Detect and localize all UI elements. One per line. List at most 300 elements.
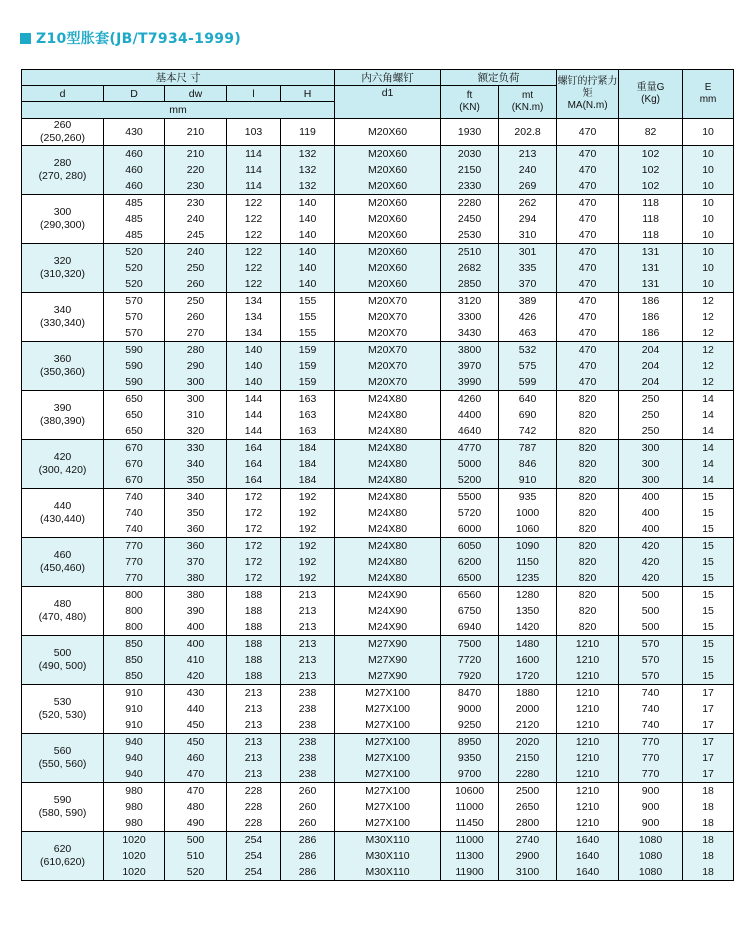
cell-e: 15 bbox=[683, 652, 734, 668]
cell-e: 15 bbox=[683, 587, 734, 604]
cell-l: 140 bbox=[227, 342, 281, 359]
cell-D: 940 bbox=[104, 734, 165, 751]
cell-d-range: (270, 280) bbox=[38, 170, 87, 182]
cell-d1: M20X60 bbox=[335, 260, 441, 276]
cell-H: 213 bbox=[281, 587, 335, 604]
table-row bbox=[22, 750, 734, 766]
cell-l: 103 bbox=[227, 119, 281, 146]
cell-dw: 400 bbox=[165, 636, 227, 653]
cell-weight: 420 bbox=[619, 554, 683, 570]
cell-e: 12 bbox=[683, 342, 734, 359]
cell-torque: 820 bbox=[557, 603, 619, 619]
table-row bbox=[22, 538, 734, 555]
cell-H: 213 bbox=[281, 619, 335, 636]
cell-mt: 1720 bbox=[499, 668, 557, 685]
cell-weight: 1080 bbox=[619, 864, 683, 881]
cell-d1: M20X60 bbox=[335, 146, 441, 163]
cell-e: 15 bbox=[683, 489, 734, 506]
cell-ft: 9000 bbox=[441, 701, 499, 717]
cell-ft: 3300 bbox=[441, 309, 499, 325]
table-row bbox=[22, 293, 734, 310]
table-row bbox=[22, 489, 734, 506]
cell-d1: M20X70 bbox=[335, 293, 441, 310]
table-row bbox=[22, 619, 734, 636]
cell-ft: 2030 bbox=[441, 146, 499, 163]
cell-weight: 900 bbox=[619, 783, 683, 800]
cell-H: 213 bbox=[281, 636, 335, 653]
cell-d bbox=[22, 783, 104, 832]
cell-e: 12 bbox=[683, 293, 734, 310]
cell-d-range: (580, 590) bbox=[38, 807, 87, 819]
cell-e: 18 bbox=[683, 848, 734, 864]
cell-l: 122 bbox=[227, 260, 281, 276]
cell-torque: 820 bbox=[557, 440, 619, 457]
cell-dw: 450 bbox=[165, 734, 227, 751]
cell-torque: 820 bbox=[557, 391, 619, 408]
cell-mt: 1350 bbox=[499, 603, 557, 619]
cell-dw: 470 bbox=[165, 766, 227, 783]
cell-l: 172 bbox=[227, 538, 281, 555]
table-body bbox=[22, 119, 734, 881]
cell-e: 15 bbox=[683, 521, 734, 538]
cell-l: 144 bbox=[227, 423, 281, 440]
cell-torque: 820 bbox=[557, 619, 619, 636]
header-ft-unit: (KN) bbox=[459, 102, 480, 113]
cell-H: 192 bbox=[281, 489, 335, 506]
header-col-l: l bbox=[227, 86, 281, 102]
cell-e: 12 bbox=[683, 374, 734, 391]
cell-mt: 1600 bbox=[499, 652, 557, 668]
cell-e: 18 bbox=[683, 783, 734, 800]
cell-l: 228 bbox=[227, 815, 281, 832]
cell-e: 15 bbox=[683, 619, 734, 636]
cell-l: 122 bbox=[227, 227, 281, 244]
cell-weight: 570 bbox=[619, 652, 683, 668]
cell-d1: M27X100 bbox=[335, 750, 441, 766]
cell-D: 460 bbox=[104, 146, 165, 163]
table-row bbox=[22, 505, 734, 521]
cell-dw: 370 bbox=[165, 554, 227, 570]
cell-dw: 400 bbox=[165, 619, 227, 636]
table-row bbox=[22, 587, 734, 604]
cell-dw: 250 bbox=[165, 260, 227, 276]
table-row bbox=[22, 603, 734, 619]
table-header bbox=[22, 70, 734, 119]
cell-H: 159 bbox=[281, 374, 335, 391]
header-weight bbox=[619, 70, 683, 119]
cell-D: 1020 bbox=[104, 848, 165, 864]
cell-D: 520 bbox=[104, 260, 165, 276]
cell-weight: 118 bbox=[619, 195, 683, 212]
cell-ft: 11000 bbox=[441, 799, 499, 815]
cell-e: 18 bbox=[683, 815, 734, 832]
cell-H: 192 bbox=[281, 538, 335, 555]
cell-H: 155 bbox=[281, 325, 335, 342]
cell-D: 910 bbox=[104, 717, 165, 734]
cell-d bbox=[22, 489, 104, 538]
table-row bbox=[22, 570, 734, 587]
cell-ft: 6050 bbox=[441, 538, 499, 555]
cell-d1: M20X70 bbox=[335, 374, 441, 391]
cell-mt: 2280 bbox=[499, 766, 557, 783]
cell-mt: 294 bbox=[499, 211, 557, 227]
cell-ft: 3970 bbox=[441, 358, 499, 374]
cell-dw: 450 bbox=[165, 717, 227, 734]
cell-ft: 8470 bbox=[441, 685, 499, 702]
cell-d-range: (310,320) bbox=[40, 268, 85, 280]
cell-l: 213 bbox=[227, 766, 281, 783]
cell-e: 15 bbox=[683, 668, 734, 685]
cell-mt: 269 bbox=[499, 178, 557, 195]
cell-D: 740 bbox=[104, 521, 165, 538]
cell-dw: 480 bbox=[165, 799, 227, 815]
cell-weight: 102 bbox=[619, 162, 683, 178]
cell-D: 590 bbox=[104, 374, 165, 391]
cell-torque: 820 bbox=[557, 407, 619, 423]
cell-l: 254 bbox=[227, 848, 281, 864]
cell-dw: 250 bbox=[165, 293, 227, 310]
cell-weight: 300 bbox=[619, 456, 683, 472]
cell-H: 238 bbox=[281, 717, 335, 734]
cell-dw: 470 bbox=[165, 783, 227, 800]
cell-d1: M24X80 bbox=[335, 423, 441, 440]
cell-d-range: (290,300) bbox=[40, 219, 85, 231]
cell-mt: 262 bbox=[499, 195, 557, 212]
cell-d-range: (380,390) bbox=[40, 415, 85, 427]
cell-d1: M24X80 bbox=[335, 505, 441, 521]
cell-mt: 3100 bbox=[499, 864, 557, 881]
cell-d-range: (450,460) bbox=[40, 562, 85, 574]
table-row bbox=[22, 864, 734, 881]
cell-ft: 5500 bbox=[441, 489, 499, 506]
header-e-unit: mm bbox=[699, 94, 717, 105]
cell-mt: 301 bbox=[499, 244, 557, 261]
cell-H: 140 bbox=[281, 276, 335, 293]
cell-d1: M24X80 bbox=[335, 472, 441, 489]
cell-l: 122 bbox=[227, 211, 281, 227]
cell-d1: M30X110 bbox=[335, 832, 441, 849]
header-ft-label: ft bbox=[466, 90, 473, 101]
cell-H: 286 bbox=[281, 848, 335, 864]
cell-D: 570 bbox=[104, 325, 165, 342]
cell-mt: 426 bbox=[499, 309, 557, 325]
cell-d1: M24X80 bbox=[335, 407, 441, 423]
table-row bbox=[22, 815, 734, 832]
cell-e: 14 bbox=[683, 472, 734, 489]
cell-l: 213 bbox=[227, 717, 281, 734]
title-text: Z10型胀套(JB/T7934-1999) bbox=[36, 31, 242, 47]
cell-d1: M20X60 bbox=[335, 227, 441, 244]
cell-torque: 1210 bbox=[557, 652, 619, 668]
cell-torque: 470 bbox=[557, 342, 619, 359]
cell-d-range: (300, 420) bbox=[38, 464, 87, 476]
cell-weight: 900 bbox=[619, 815, 683, 832]
cell-dw: 520 bbox=[165, 864, 227, 881]
cell-e: 18 bbox=[683, 799, 734, 815]
cell-torque: 820 bbox=[557, 521, 619, 538]
cell-D: 570 bbox=[104, 309, 165, 325]
cell-weight: 500 bbox=[619, 603, 683, 619]
cell-H: 213 bbox=[281, 603, 335, 619]
cell-weight: 300 bbox=[619, 472, 683, 489]
cell-e: 14 bbox=[683, 456, 734, 472]
cell-mt: 1420 bbox=[499, 619, 557, 636]
cell-weight: 118 bbox=[619, 227, 683, 244]
cell-H: 238 bbox=[281, 750, 335, 766]
cell-l: 172 bbox=[227, 489, 281, 506]
cell-l: 144 bbox=[227, 407, 281, 423]
cell-e: 17 bbox=[683, 701, 734, 717]
cell-d-range: (520, 530) bbox=[38, 709, 87, 721]
cell-mt: 910 bbox=[499, 472, 557, 489]
cell-e: 17 bbox=[683, 685, 734, 702]
table-row bbox=[22, 701, 734, 717]
cell-D: 570 bbox=[104, 293, 165, 310]
cell-mt: 640 bbox=[499, 391, 557, 408]
cell-e: 10 bbox=[683, 195, 734, 212]
cell-mt: 1060 bbox=[499, 521, 557, 538]
cell-mt: 742 bbox=[499, 423, 557, 440]
cell-d-range: (550, 560) bbox=[38, 758, 87, 770]
header-socket-screw: 内六角螺钉 bbox=[335, 70, 441, 86]
cell-torque: 470 bbox=[557, 178, 619, 195]
header-torque-unit: MA(N.m) bbox=[567, 100, 608, 111]
cell-ft: 3990 bbox=[441, 374, 499, 391]
cell-d-value: 500 bbox=[53, 647, 72, 659]
table-row bbox=[22, 342, 734, 359]
cell-weight: 102 bbox=[619, 178, 683, 195]
cell-H: 155 bbox=[281, 293, 335, 310]
cell-mt: 1090 bbox=[499, 538, 557, 555]
cell-ft: 5720 bbox=[441, 505, 499, 521]
cell-mt: 690 bbox=[499, 407, 557, 423]
cell-mt: 599 bbox=[499, 374, 557, 391]
cell-dw: 230 bbox=[165, 178, 227, 195]
header-mt-unit: (KN.m) bbox=[511, 102, 544, 113]
cell-e: 17 bbox=[683, 750, 734, 766]
cell-torque: 820 bbox=[557, 587, 619, 604]
cell-mt: 1880 bbox=[499, 685, 557, 702]
cell-d1: M24X80 bbox=[335, 440, 441, 457]
cell-d1: M24X90 bbox=[335, 619, 441, 636]
cell-dw: 310 bbox=[165, 407, 227, 423]
table-row bbox=[22, 554, 734, 570]
cell-e: 15 bbox=[683, 554, 734, 570]
cell-mt: 370 bbox=[499, 276, 557, 293]
cell-dw: 440 bbox=[165, 701, 227, 717]
cell-d-range: (250,260) bbox=[40, 132, 85, 144]
cell-torque: 470 bbox=[557, 325, 619, 342]
cell-weight: 1080 bbox=[619, 848, 683, 864]
cell-d bbox=[22, 636, 104, 685]
cell-ft: 2850 bbox=[441, 276, 499, 293]
cell-D: 850 bbox=[104, 636, 165, 653]
cell-d-range: (430,440) bbox=[40, 513, 85, 525]
cell-H: 238 bbox=[281, 766, 335, 783]
cell-l: 188 bbox=[227, 603, 281, 619]
cell-d bbox=[22, 734, 104, 783]
title-bullet-square bbox=[20, 33, 31, 44]
cell-d1: M24X80 bbox=[335, 456, 441, 472]
cell-weight: 770 bbox=[619, 766, 683, 783]
cell-ft: 9350 bbox=[441, 750, 499, 766]
cell-torque: 1210 bbox=[557, 750, 619, 766]
cell-torque: 820 bbox=[557, 423, 619, 440]
cell-ft: 6560 bbox=[441, 587, 499, 604]
cell-d1: M24X80 bbox=[335, 391, 441, 408]
cell-dw: 350 bbox=[165, 472, 227, 489]
cell-D: 740 bbox=[104, 505, 165, 521]
cell-ft: 10600 bbox=[441, 783, 499, 800]
table-row bbox=[22, 456, 734, 472]
cell-torque: 470 bbox=[557, 146, 619, 163]
cell-d1: M20X70 bbox=[335, 325, 441, 342]
cell-weight: 770 bbox=[619, 734, 683, 751]
cell-H: 184 bbox=[281, 472, 335, 489]
table-row bbox=[22, 391, 734, 408]
cell-e: 10 bbox=[683, 260, 734, 276]
cell-dw: 430 bbox=[165, 685, 227, 702]
cell-H: 192 bbox=[281, 521, 335, 538]
cell-e: 12 bbox=[683, 309, 734, 325]
document-title bbox=[20, 28, 241, 48]
cell-dw: 410 bbox=[165, 652, 227, 668]
cell-ft: 11900 bbox=[441, 864, 499, 881]
cell-e: 18 bbox=[683, 864, 734, 881]
cell-D: 910 bbox=[104, 685, 165, 702]
cell-torque: 1210 bbox=[557, 734, 619, 751]
cell-ft: 9700 bbox=[441, 766, 499, 783]
cell-e: 10 bbox=[683, 146, 734, 163]
cell-H: 140 bbox=[281, 227, 335, 244]
cell-torque: 1210 bbox=[557, 685, 619, 702]
cell-e: 15 bbox=[683, 538, 734, 555]
cell-e: 17 bbox=[683, 734, 734, 751]
cell-dw: 350 bbox=[165, 505, 227, 521]
cell-dw: 390 bbox=[165, 603, 227, 619]
cell-ft: 2682 bbox=[441, 260, 499, 276]
cell-l: 213 bbox=[227, 734, 281, 751]
cell-l: 144 bbox=[227, 391, 281, 408]
cell-dw: 245 bbox=[165, 227, 227, 244]
cell-dw: 230 bbox=[165, 195, 227, 212]
cell-dw: 220 bbox=[165, 162, 227, 178]
cell-d1: M27X90 bbox=[335, 652, 441, 668]
cell-d1: M27X100 bbox=[335, 766, 441, 783]
cell-d-value: 280 bbox=[53, 157, 72, 169]
cell-torque: 470 bbox=[557, 211, 619, 227]
cell-l: 164 bbox=[227, 456, 281, 472]
cell-D: 740 bbox=[104, 489, 165, 506]
cell-weight: 500 bbox=[619, 587, 683, 604]
cell-l: 134 bbox=[227, 309, 281, 325]
cell-d bbox=[22, 685, 104, 734]
cell-e: 10 bbox=[683, 244, 734, 261]
cell-ft: 8950 bbox=[441, 734, 499, 751]
cell-torque: 1210 bbox=[557, 815, 619, 832]
cell-torque: 470 bbox=[557, 244, 619, 261]
cell-d-range: (610,620) bbox=[40, 856, 85, 868]
cell-mt: 213 bbox=[499, 146, 557, 163]
cell-d-value: 460 bbox=[53, 549, 72, 561]
cell-D: 485 bbox=[104, 211, 165, 227]
cell-torque: 1210 bbox=[557, 717, 619, 734]
cell-H: 260 bbox=[281, 799, 335, 815]
cell-e: 14 bbox=[683, 440, 734, 457]
cell-d1: M24X80 bbox=[335, 570, 441, 587]
cell-dw: 300 bbox=[165, 391, 227, 408]
cell-H: 132 bbox=[281, 146, 335, 163]
cell-dw: 270 bbox=[165, 325, 227, 342]
cell-H: 159 bbox=[281, 358, 335, 374]
cell-dw: 460 bbox=[165, 750, 227, 766]
cell-l: 164 bbox=[227, 440, 281, 457]
cell-weight: 82 bbox=[619, 119, 683, 146]
cell-ft: 4640 bbox=[441, 423, 499, 440]
cell-weight: 204 bbox=[619, 358, 683, 374]
table-row bbox=[22, 783, 734, 800]
cell-D: 940 bbox=[104, 766, 165, 783]
cell-dw: 210 bbox=[165, 119, 227, 146]
cell-H: 184 bbox=[281, 440, 335, 457]
cell-torque: 1210 bbox=[557, 783, 619, 800]
cell-d1: M20X70 bbox=[335, 309, 441, 325]
cell-H: 213 bbox=[281, 668, 335, 685]
cell-ft: 2510 bbox=[441, 244, 499, 261]
cell-ft: 2330 bbox=[441, 178, 499, 195]
cell-d bbox=[22, 119, 104, 146]
cell-D: 670 bbox=[104, 440, 165, 457]
cell-D: 460 bbox=[104, 162, 165, 178]
cell-weight: 186 bbox=[619, 293, 683, 310]
header-unit-mm: mm bbox=[22, 102, 335, 119]
cell-d1: M27X100 bbox=[335, 685, 441, 702]
cell-torque: 470 bbox=[557, 195, 619, 212]
cell-mt: 240 bbox=[499, 162, 557, 178]
table-row bbox=[22, 195, 734, 212]
cell-weight: 570 bbox=[619, 636, 683, 653]
cell-H: 132 bbox=[281, 162, 335, 178]
cell-d-range: (330,340) bbox=[40, 317, 85, 329]
table-row bbox=[22, 717, 734, 734]
cell-D: 670 bbox=[104, 472, 165, 489]
cell-weight: 770 bbox=[619, 750, 683, 766]
cell-D: 770 bbox=[104, 570, 165, 587]
cell-H: 286 bbox=[281, 864, 335, 881]
cell-d1: M20X60 bbox=[335, 211, 441, 227]
cell-mt: 463 bbox=[499, 325, 557, 342]
cell-dw: 260 bbox=[165, 276, 227, 293]
cell-d1: M20X60 bbox=[335, 119, 441, 146]
cell-mt: 2740 bbox=[499, 832, 557, 849]
cell-ft: 7920 bbox=[441, 668, 499, 685]
cell-torque: 820 bbox=[557, 505, 619, 521]
cell-l: 213 bbox=[227, 685, 281, 702]
cell-e: 10 bbox=[683, 162, 734, 178]
cell-D: 910 bbox=[104, 701, 165, 717]
header-weight-label: 重量G bbox=[636, 82, 665, 93]
cell-d-value: 320 bbox=[53, 255, 72, 267]
cell-d bbox=[22, 195, 104, 244]
cell-l: 254 bbox=[227, 832, 281, 849]
cell-H: 213 bbox=[281, 652, 335, 668]
cell-l: 228 bbox=[227, 799, 281, 815]
cell-D: 650 bbox=[104, 407, 165, 423]
cell-torque: 470 bbox=[557, 276, 619, 293]
cell-weight: 131 bbox=[619, 276, 683, 293]
cell-l: 122 bbox=[227, 244, 281, 261]
cell-weight: 118 bbox=[619, 211, 683, 227]
